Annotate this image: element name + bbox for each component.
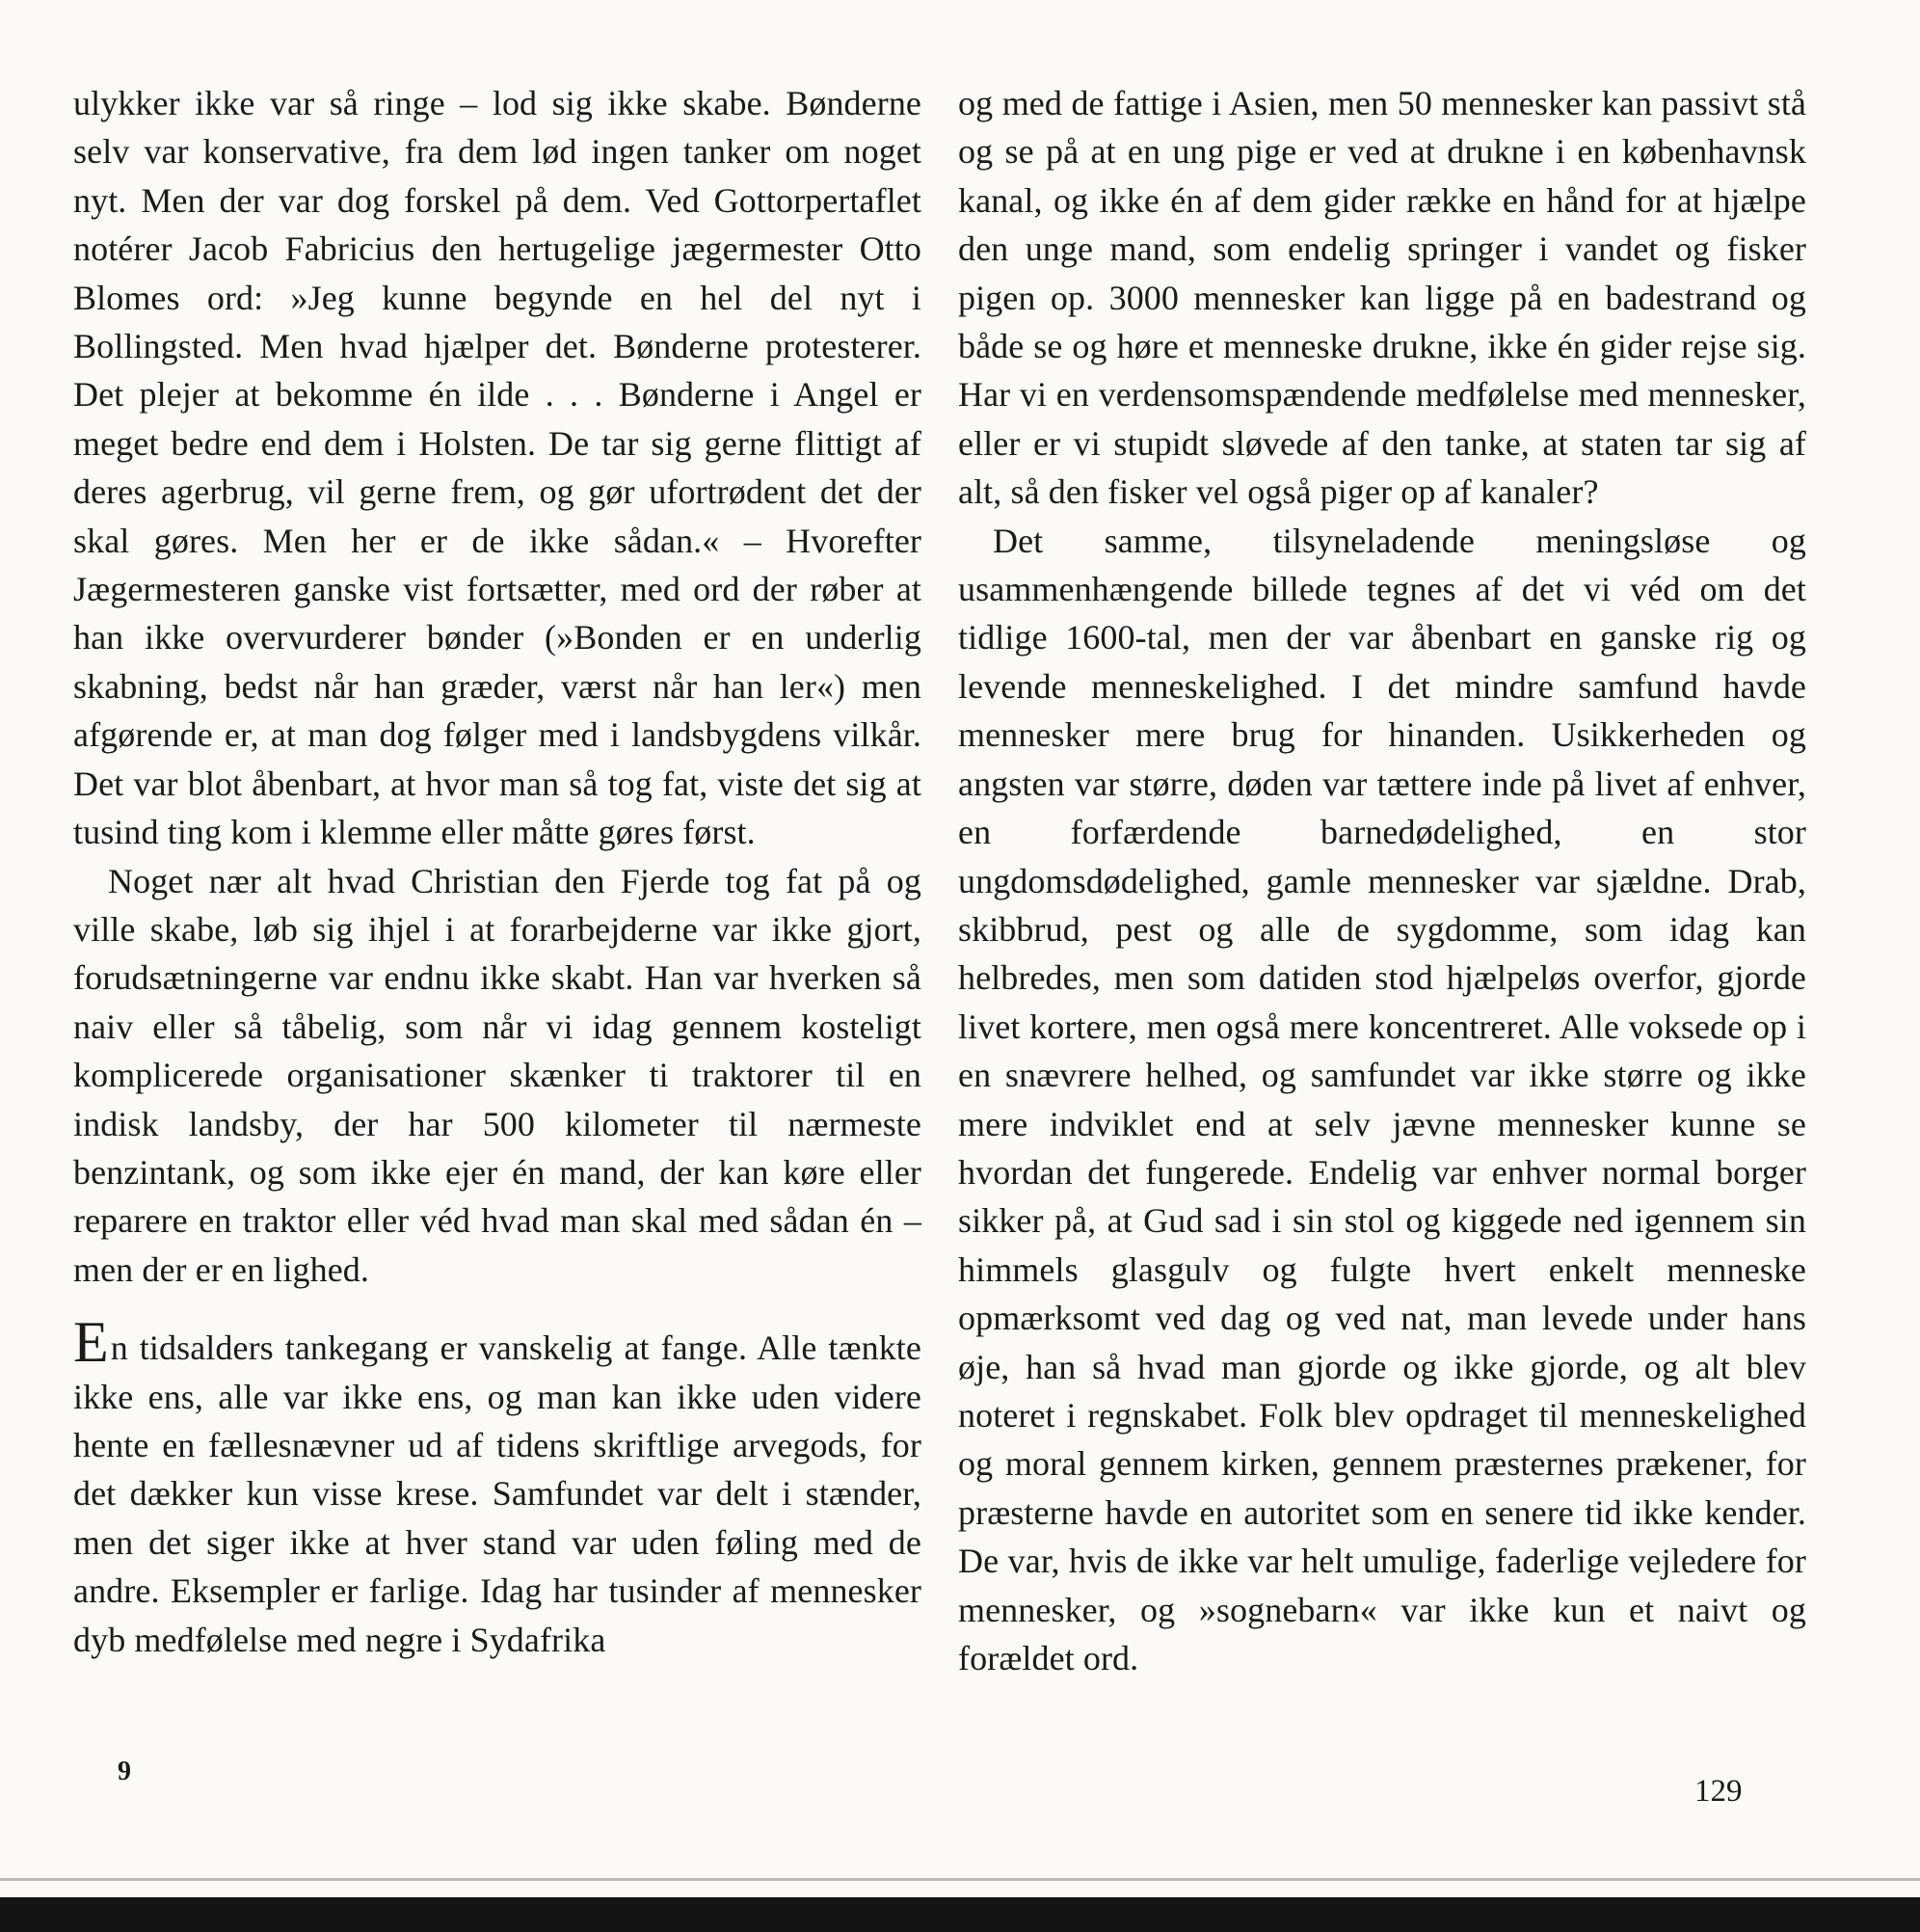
scan-bottom-border	[0, 1897, 1920, 1932]
page-edge-line	[0, 1878, 1920, 1881]
drop-cap: E	[73, 1310, 109, 1375]
page-number: 129	[1694, 1774, 1743, 1809]
paragraph: ulykker ikke var så ringe – lod sig ikke skabe. Bønderne selv var konservative, fra dem lød ingen tanker om noget nyt. Men der var dog forskel på dem. Ved Gottorpertaflet notérer Jacob Fabricius den hertugelige jægermester Otto Blomes ord: »Jeg kunne begynde en hel del nyt i Bollingsted. Men hvad hjælper det. Bønderne protesterer. Det plejer at bekomme én ilde . . . Bønderne i Angel er meget bedre end dem i Holsten. De tar sig gerne flittigt af deres agerbrug, vil gerne frem, og gør ufortrødent det der skal gøres. Men her er de ikke sådan.« – Hvorefter Jægermesteren ganske vist fortsætter, med ord der røber at han ikke overvurderer bønder (»Bonden er en underlig skabning, bedst når han græder, værst når han ler«) men afgørende er, at man dog følger med i landsbygdens vilkår. Det var blot åbenbart, at hvor man så tog fat, viste det sig at tusind ting kom i klemme eller måtte gøres først.	[73, 84, 921, 852]
left-text-column	[73, 79, 921, 1664]
paragraph: Det samme, tilsyneladende meningsløse og usammenhængende billede tegnes af det vi véd om det tidlige 1600-tal, men der var åbenbart en ganske rig og levende menneskelighed. I det mindre samfund havde mennesker mere brug for hinanden. Usikkerheden og angsten var større, døden var tættere inde på livet af enhver, en forfærdende barnedødelighed, en stor ungdomsdødelighed, gamle mennesker var sjældne. Drab, skibbrud, pest og alle de sygdomme, som idag kan helbredes, men som datiden stod hjælpeløs overfor, gjorde livet kortere, men også mere koncentreret. Alle voksede op i en snævrere helhed, og samfundet var ikke større og ikke mere indviklet end at selv jævne mennesker kunne se hvordan det fungerede. Endelig var enhver normal borger sikker på, at Gud sad i sin stol og kiggede ned igennem sin himmels glasgulv og fulgte hvert enkelt menneske opmærksomt ved dag og ved nat, man levede under hans øje, han så hvad man gjorde og ikke gjorde, og alt blev noteret i regnskabet. Folk blev opdraget til menneskelighed og moral gennem kirken, gennem præsternes prækener, for præsterne havde en autoritet som en senere tid ikke kender. De var, hvis de ikke var helt umulige, faderlige vejledere for mennesker, og »sognebarn« var ikke kun et naivt og forældet ord.	[958, 521, 1806, 1677]
section-opening-paragraph	[73, 1310, 921, 1664]
right-text-column	[958, 79, 1806, 1682]
paragraph-text: n tidsalders tankegang er vanskelig at fange. Alle tænkte ikke ens, alle var ikke ens, og man kan ikke uden videre hente en fællesnævner ud af tidens skriftlige arvegods, for det dækker kun visse krese. Samfundet var delt i stænder, men det siger ikke at hver stand var uden føling med de andre. Eksempler er farlige. Idag har tusinder af mennesker dyb medfølelse med negre i Sydafrika	[73, 1328, 921, 1659]
paragraph: Noget nær alt hvad Christian den Fjerde tog fat på og ville skabe, løb sig ihjel i at forarbejderne var ikke gjort, forudsætningerne var endnu ikke skabt. Han var hverken så naiv eller så tåbelig, som når vi idag gennem kosteligt komplicerede organisationer skænker ti traktorer til en indisk landsby, der har 500 kilometer til nærmeste benzintank, og som ikke ejer én mand, der kan køre eller reparere en traktor eller véd hvad man skal med sådan én – men der er en lighed.	[73, 861, 921, 1289]
signature-mark: 9	[118, 1757, 131, 1786]
paragraph: og med de fattige i Asien, men 50 mennesker kan passivt stå og se på at en ung pige er ved at drukne i en københavnsk kanal, og ikke én af dem gider række en hånd for at hjælpe den unge mand, som endelig springer i vandet og fisker pigen op. 3000 mennesker kan ligge på en badestrand og både se og høre et menneske drukne, ikke én gider rejse sig. Har vi en verdensomspændende medfølelse med mennesker, eller er vi stupidt sløvede af den tanke, at staten tar sig af alt, så den fisker vel også piger op af kanaler?	[958, 84, 1806, 512]
